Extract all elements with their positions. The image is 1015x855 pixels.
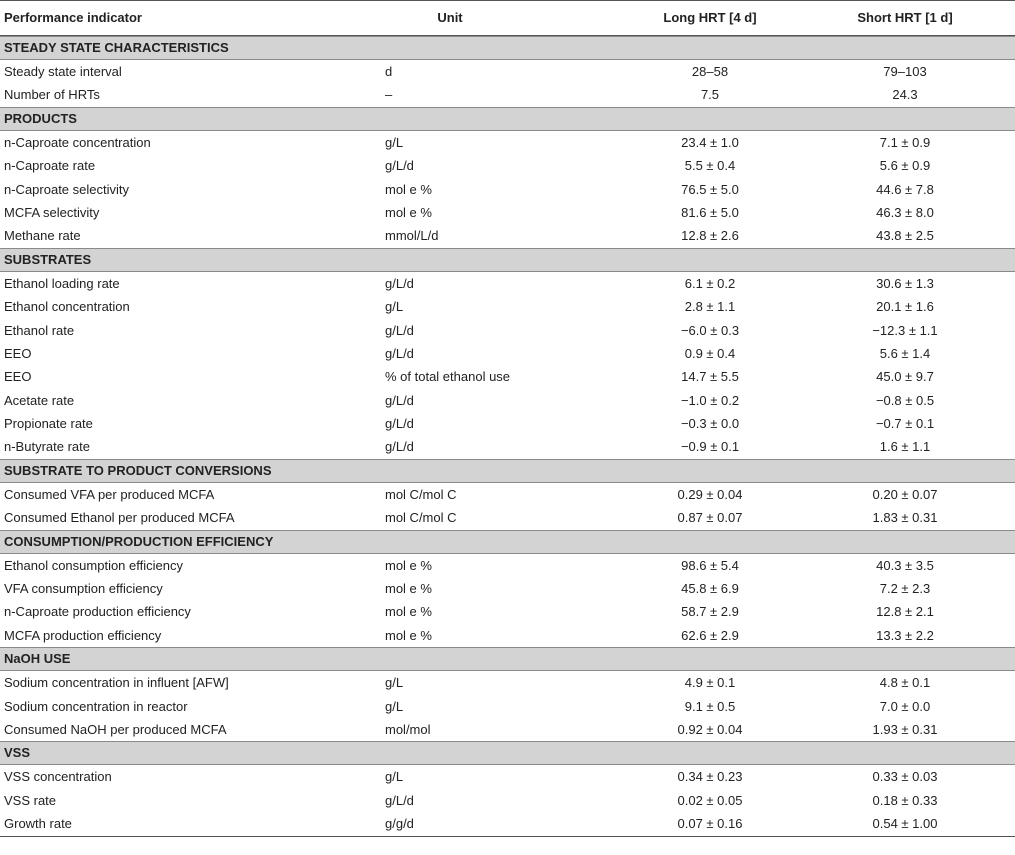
section-title: STEADY STATE CHARACTERISTICS (4, 40, 229, 55)
table-row (0, 624, 1015, 647)
long-hrt-cell: 81.6 ± 5.0 (681, 204, 739, 220)
unit-cell: mol e % (385, 581, 432, 597)
table-row (0, 83, 1015, 106)
long-hrt-cell: 23.4 ± 1.0 (681, 134, 739, 150)
short-hrt-cell: 7.1 ± 0.9 (879, 134, 931, 150)
indicator-cell: Propionate rate (4, 416, 93, 432)
long-hrt-cell: 2.8 ± 1.1 (684, 299, 736, 315)
unit-cell: mol e % (385, 604, 432, 620)
indicator-cell: n-Caproate production efficiency (4, 604, 191, 620)
table-row (0, 483, 1015, 506)
short-hrt-cell: 0.54 ± 1.00 (872, 816, 938, 832)
indicator-cell: MCFA selectivity (4, 204, 100, 220)
unit-cell: mol C/mol C (385, 510, 457, 526)
indicator-cell: Methane rate (4, 228, 81, 244)
long-hrt-cell: 0.92 ± 0.04 (677, 721, 743, 737)
unit-cell: g/L/d (385, 345, 414, 361)
short-hrt-cell: 5.6 ± 0.9 (879, 158, 931, 174)
unit-cell: mol/mol (385, 721, 431, 737)
long-hrt-cell: 9.1 ± 0.5 (684, 698, 736, 714)
indicator-cell: Ethanol concentration (4, 299, 130, 315)
short-hrt-cell: −0.8 ± 0.5 (875, 392, 935, 408)
table-row (0, 272, 1015, 295)
unit-cell: % of total ethanol use (385, 369, 511, 385)
short-hrt-cell: 44.6 ± 7.8 (876, 181, 934, 197)
indicator-cell: n-Caproate selectivity (4, 181, 129, 197)
indicator-cell: VFA consumption efficiency (4, 581, 163, 597)
long-hrt-cell: 62.6 ± 2.9 (681, 627, 739, 643)
unit-cell: g/g/d (385, 816, 414, 832)
table-body (0, 36, 1015, 837)
indicator-cell: Acetate rate (4, 392, 75, 408)
unit-cell: g/L/d (385, 439, 414, 455)
table-row (0, 365, 1015, 388)
indicator-cell: n-Butyrate rate (4, 439, 90, 455)
table-header (0, 0, 1015, 36)
long-hrt-cell: 7.5 (700, 87, 720, 103)
short-hrt-cell: 4.8 ± 0.1 (879, 675, 931, 691)
long-hrt-cell: 0.02 ± 0.05 (677, 792, 743, 808)
short-hrt-cell: 1.6 ± 1.1 (879, 439, 931, 455)
short-hrt-cell: 30.6 ± 1.3 (876, 275, 934, 291)
short-hrt-cell: 5.6 ± 1.4 (879, 345, 931, 361)
table-row (0, 389, 1015, 412)
long-hrt-cell: 0.34 ± 0.23 (677, 769, 743, 785)
long-hrt-cell: 5.5 ± 0.4 (684, 158, 736, 174)
short-hrt-cell: 7.2 ± 2.3 (879, 581, 931, 597)
unit-cell: mol e % (385, 557, 432, 573)
short-hrt-cell: 46.3 ± 8.0 (876, 204, 934, 220)
indicator-cell: Consumed NaOH per produced MCFA (4, 721, 227, 737)
section-header (0, 248, 1015, 272)
section-header (0, 459, 1015, 483)
table-row (0, 342, 1015, 365)
header-short-hrt: Short HRT [1 d] (857, 10, 953, 25)
unit-cell: – (385, 87, 393, 103)
table-row (0, 435, 1015, 458)
table-row (0, 765, 1015, 788)
section-header (0, 741, 1015, 765)
short-hrt-cell: 1.83 ± 0.31 (872, 510, 938, 526)
section-header (0, 107, 1015, 131)
section-title: NaOH USE (4, 651, 71, 667)
section-title: VSS (4, 745, 31, 761)
table-row (0, 577, 1015, 600)
table-row (0, 789, 1015, 812)
long-hrt-cell: 6.1 ± 0.2 (684, 275, 736, 291)
table-row (0, 718, 1015, 741)
indicator-cell: EEO (4, 345, 32, 361)
table-row (0, 201, 1015, 224)
indicator-cell: n-Caproate rate (4, 158, 96, 174)
long-hrt-cell: 76.5 ± 5.0 (681, 181, 739, 197)
unit-cell: g/L (385, 299, 404, 315)
short-hrt-cell: 79–103 (883, 64, 927, 79)
indicator-cell: Consumed VFA per produced MCFA (4, 486, 215, 502)
long-hrt-cell: 98.6 ± 5.4 (681, 557, 739, 573)
indicator-cell: Number of HRTs (4, 87, 100, 103)
unit-cell: g/L/d (385, 792, 414, 808)
table-row (0, 319, 1015, 342)
short-hrt-cell: 1.93 ± 0.31 (872, 721, 938, 737)
unit-cell: g/L/d (385, 158, 414, 174)
unit-cell: mol e % (385, 627, 432, 643)
indicator-cell: MCFA production efficiency (4, 627, 162, 643)
table-row (0, 412, 1015, 435)
long-hrt-cell: 58.7 ± 2.9 (681, 604, 739, 620)
short-hrt-cell: 40.3 ± 3.5 (876, 557, 934, 573)
table-row (0, 154, 1015, 177)
indicator-cell: Sodium concentration in influent [AFW] (4, 675, 229, 691)
indicator-cell: Sodium concentration in reactor (4, 698, 188, 714)
short-hrt-cell: 7.0 ± 0.0 (879, 698, 931, 714)
short-hrt-cell: 12.8 ± 2.1 (876, 604, 934, 620)
long-hrt-cell: 45.8 ± 6.9 (681, 581, 739, 597)
unit-cell: mol C/mol C (385, 486, 457, 502)
long-hrt-cell: 0.29 ± 0.04 (677, 486, 743, 502)
unit-cell: g/L/d (385, 416, 414, 432)
short-hrt-cell: −0.7 ± 0.1 (875, 416, 935, 432)
unit-cell: g/L/d (385, 322, 414, 338)
table-row (0, 60, 1015, 83)
indicator-cell: Ethanol consumption efficiency (4, 557, 183, 573)
short-hrt-cell: 0.33 ± 0.03 (872, 769, 938, 785)
indicator-cell: Ethanol rate (4, 322, 75, 338)
short-hrt-cell: 13.3 ± 2.2 (876, 627, 934, 643)
unit-cell: g/L (385, 698, 404, 714)
table-row (0, 600, 1015, 623)
long-hrt-cell: −1.0 ± 0.2 (680, 392, 740, 408)
section-header (0, 647, 1015, 671)
section-title: PRODUCTS (4, 110, 77, 126)
short-hrt-cell: 20.1 ± 1.6 (876, 299, 934, 315)
table-row (0, 131, 1015, 154)
table-row (0, 671, 1015, 694)
indicator-cell: VSS concentration (4, 769, 112, 785)
unit-cell: d (385, 64, 393, 79)
indicator-cell: n-Caproate concentration (4, 134, 151, 150)
long-hrt-cell: 0.07 ± 0.16 (677, 816, 743, 832)
unit-cell: mol e % (385, 204, 432, 220)
table-row (0, 295, 1015, 318)
indicator-cell: Ethanol loading rate (4, 275, 120, 291)
short-hrt-cell: 0.18 ± 0.33 (872, 792, 938, 808)
unit-cell: mol e % (385, 181, 432, 197)
long-hrt-cell: −6.0 ± 0.3 (680, 322, 740, 338)
table-row (0, 554, 1015, 577)
long-hrt-cell: 12.8 ± 2.6 (681, 228, 739, 244)
unit-cell: g/L (385, 134, 404, 150)
section-title: SUBSTRATE TO PRODUCT CONVERSIONS (4, 462, 272, 478)
table-row (0, 506, 1015, 529)
unit-cell: g/L/d (385, 392, 414, 408)
header-unit: Unit (437, 10, 463, 25)
section-header (0, 36, 1015, 60)
header-indicator: Performance indicator (4, 10, 142, 25)
table-row (0, 224, 1015, 247)
unit-cell: g/L (385, 769, 404, 785)
long-hrt-cell: 4.9 ± 0.1 (684, 675, 736, 691)
long-hrt-cell: −0.9 ± 0.1 (680, 439, 740, 455)
unit-cell: g/L (385, 675, 404, 691)
long-hrt-cell: 14.7 ± 5.5 (681, 369, 739, 385)
short-hrt-cell: 45.0 ± 9.7 (876, 369, 934, 385)
table-row (0, 695, 1015, 718)
section-title: SUBSTRATES (4, 251, 92, 267)
table-row (0, 178, 1015, 201)
long-hrt-cell: 0.87 ± 0.07 (677, 510, 743, 526)
short-hrt-cell: 0.20 ± 0.07 (872, 486, 938, 502)
indicator-cell: Growth rate (4, 816, 72, 832)
unit-cell: mmol/L/d (385, 228, 439, 244)
short-hrt-cell: −12.3 ± 1.1 (872, 322, 938, 338)
section-header (0, 530, 1015, 554)
short-hrt-cell: 24.3 (892, 87, 918, 103)
indicator-cell: EEO (4, 369, 32, 385)
short-hrt-cell: 43.8 ± 2.5 (876, 228, 934, 244)
long-hrt-cell: 28–58 (691, 64, 729, 79)
long-hrt-cell: −0.3 ± 0.0 (680, 416, 740, 432)
table-row (0, 812, 1015, 836)
header-long-hrt: Long HRT [4 d] (663, 10, 757, 25)
indicator-cell: VSS rate (4, 792, 57, 808)
indicator-cell: Steady state interval (4, 64, 122, 79)
indicator-cell: Consumed Ethanol per produced MCFA (4, 510, 235, 526)
unit-cell: g/L/d (385, 275, 414, 291)
long-hrt-cell: 0.9 ± 0.4 (684, 345, 736, 361)
section-title: CONSUMPTION/PRODUCTION EFFICIENCY (4, 533, 274, 549)
